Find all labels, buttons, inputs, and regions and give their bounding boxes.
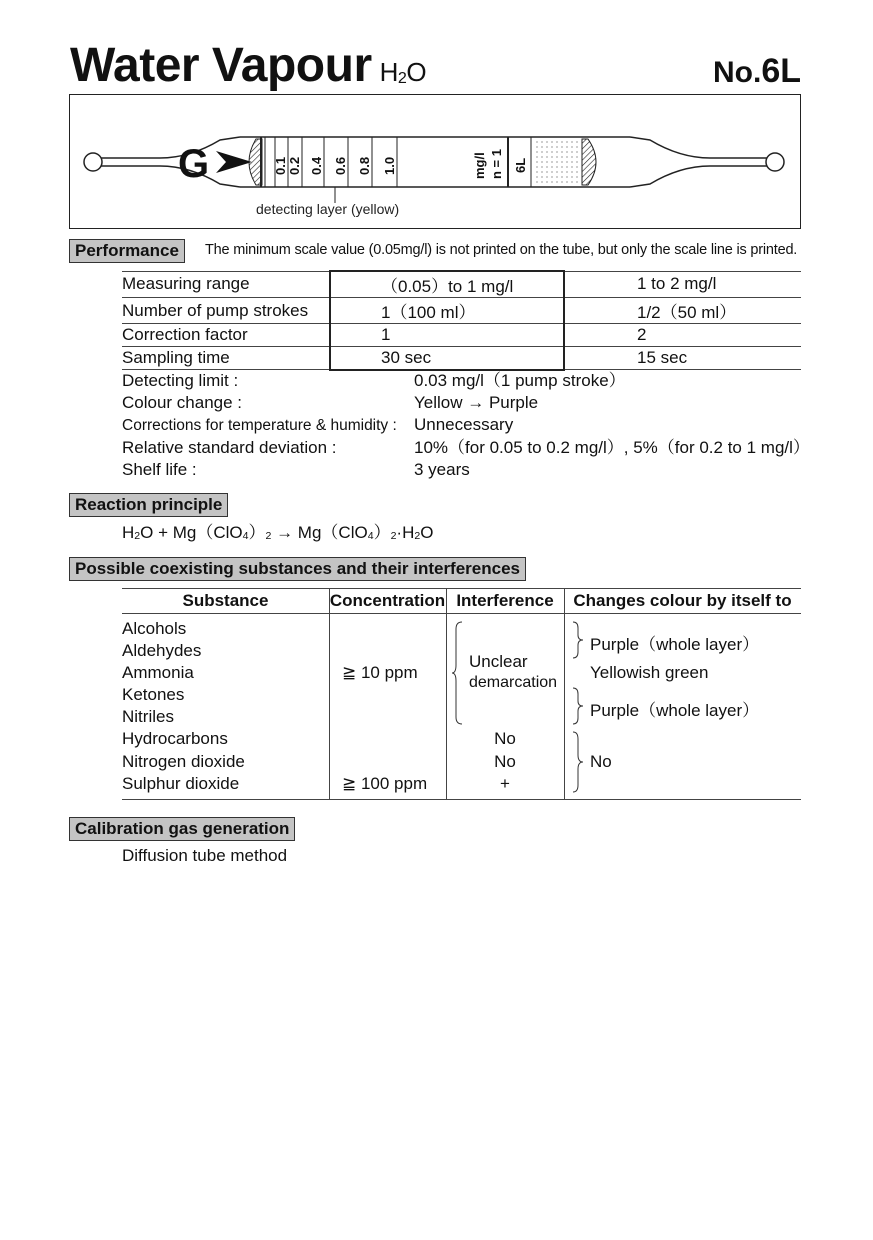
substance-name: Sulphur dioxide <box>122 774 240 793</box>
right-tube-neck <box>630 137 767 187</box>
right-brace <box>572 687 584 725</box>
detail-value: 3 years <box>414 460 470 479</box>
row-label: Number of pump strokes <box>122 298 330 324</box>
substance-name: Alcohols <box>122 619 187 638</box>
scale-label: 1.0 <box>382 156 397 175</box>
alternate-value: 1 to 2 mg/l <box>564 271 801 298</box>
left-tube-tip <box>84 153 102 171</box>
column-header: Interference <box>456 591 554 610</box>
left-brace <box>452 621 464 725</box>
performance-note: The minimum scale value (0.05mg/l) is not printed on the tube, but only the scale line is printed. <box>205 242 798 258</box>
detail-key: Relative standard deviation : <box>122 438 337 457</box>
chemical-formula: $H_2O$ <box>379 57 427 87</box>
interference-value: + <box>500 774 510 793</box>
interference-value: No <box>494 729 516 748</box>
alternate-value: 2 <box>564 324 801 347</box>
tube-caption: detecting layer (yellow) <box>256 201 400 217</box>
colour-change-value: Purple（whole layer） <box>590 635 760 654</box>
table-row <box>122 347 801 370</box>
substance-name: Ketones <box>122 685 185 704</box>
table-row <box>122 324 801 347</box>
reaction-equation: $H_2O + Mg(ClO_4)_2 \to Mg(ClO_4)_2\cdot H_2O$ <box>122 523 434 543</box>
detail-value: 10%（for 0.05 to 0.2 mg/l）, 5%（for 0.2 to 1 mg/l） <box>414 438 810 457</box>
scale-label: 0.8 <box>357 156 372 175</box>
scale-marks <box>273 137 531 187</box>
reagent-layer <box>534 139 582 185</box>
detail-value: 0.03 mg/l（1 pump stroke） <box>414 371 626 390</box>
performance-table <box>122 270 801 371</box>
left-tube-neck <box>101 137 240 187</box>
standard-value: 1 <box>330 324 564 347</box>
substance-name: Ammonia <box>122 663 194 682</box>
calibration-method: Diffusion tube method <box>122 846 288 865</box>
detail-key: Shelf life : <box>122 460 197 479</box>
tube-code-label: 6L <box>513 157 528 173</box>
scale-label: 0.1 <box>273 156 288 175</box>
right-plug <box>582 139 596 185</box>
strokes-label: n = 1 <box>489 149 504 179</box>
detector-tube-illustration <box>70 95 800 228</box>
reaction-label: Reaction principle <box>69 493 228 517</box>
alternate-value: 1/2（50 ml） <box>564 298 801 324</box>
substance-name: Aldehydes <box>122 641 202 660</box>
performance-details <box>122 370 810 485</box>
alternate-value: 15 sec <box>564 347 801 370</box>
logo-arrow-icon <box>216 151 252 173</box>
substance-name: Nitriles <box>122 707 174 726</box>
concentration-value: ≧ 10 ppm <box>342 663 418 682</box>
substance-name: Nitrogen dioxide <box>122 752 245 771</box>
detail-value: Yellow → Purple <box>414 393 539 412</box>
scale-label: 0.4 <box>309 156 324 175</box>
gastec-logo: G <box>178 142 210 186</box>
tube-diagram <box>69 94 801 229</box>
detail-key: Colour change : <box>122 393 243 412</box>
column-header: Concentration <box>329 591 446 610</box>
substance-name: Hydrocarbons <box>122 729 228 748</box>
colour-change-value: Purple（whole layer） <box>590 701 760 720</box>
standard-value: （0.05）to 1 mg/l <box>330 271 564 298</box>
interferences-table <box>122 588 801 800</box>
interference-value: demarcation <box>469 674 558 691</box>
detail-value: Unnecessary <box>414 415 514 434</box>
table-row <box>122 298 801 324</box>
tube-number: No.6L <box>712 52 801 90</box>
column-header: Changes colour by itself to <box>573 591 792 610</box>
interference-value: No <box>494 752 516 771</box>
row-label: Measuring range <box>122 271 330 298</box>
detail-key: Corrections for temperature & humidity : <box>122 417 397 434</box>
interferences-label: Possible coexisting substances and their interferences <box>69 557 526 581</box>
colour-change-value: Yellowish green <box>590 663 709 682</box>
scale-label: 0.2 <box>287 156 302 175</box>
unit-label: mg/l <box>472 152 487 179</box>
standard-value: 30 sec <box>330 347 564 370</box>
right-brace <box>572 621 584 659</box>
calibration-label: Calibration gas generation <box>69 817 295 841</box>
row-label: Correction factor <box>122 324 330 347</box>
title-text: Water Vapour <box>70 39 372 92</box>
colour-change-value: No <box>590 752 612 771</box>
performance-label: Performance <box>69 239 185 263</box>
scale-label: 0.6 <box>333 156 348 175</box>
standard-value: 1（100 ml） <box>330 298 564 324</box>
interference-value: Unclear <box>469 652 528 671</box>
row-label: Sampling time <box>122 347 330 370</box>
column-header: Substance <box>182 591 269 610</box>
table-row <box>122 271 801 298</box>
right-brace <box>572 731 584 793</box>
detail-key: Detecting limit : <box>122 371 239 390</box>
right-tube-tip <box>766 153 784 171</box>
concentration-value: ≧ 100 ppm <box>342 774 428 793</box>
